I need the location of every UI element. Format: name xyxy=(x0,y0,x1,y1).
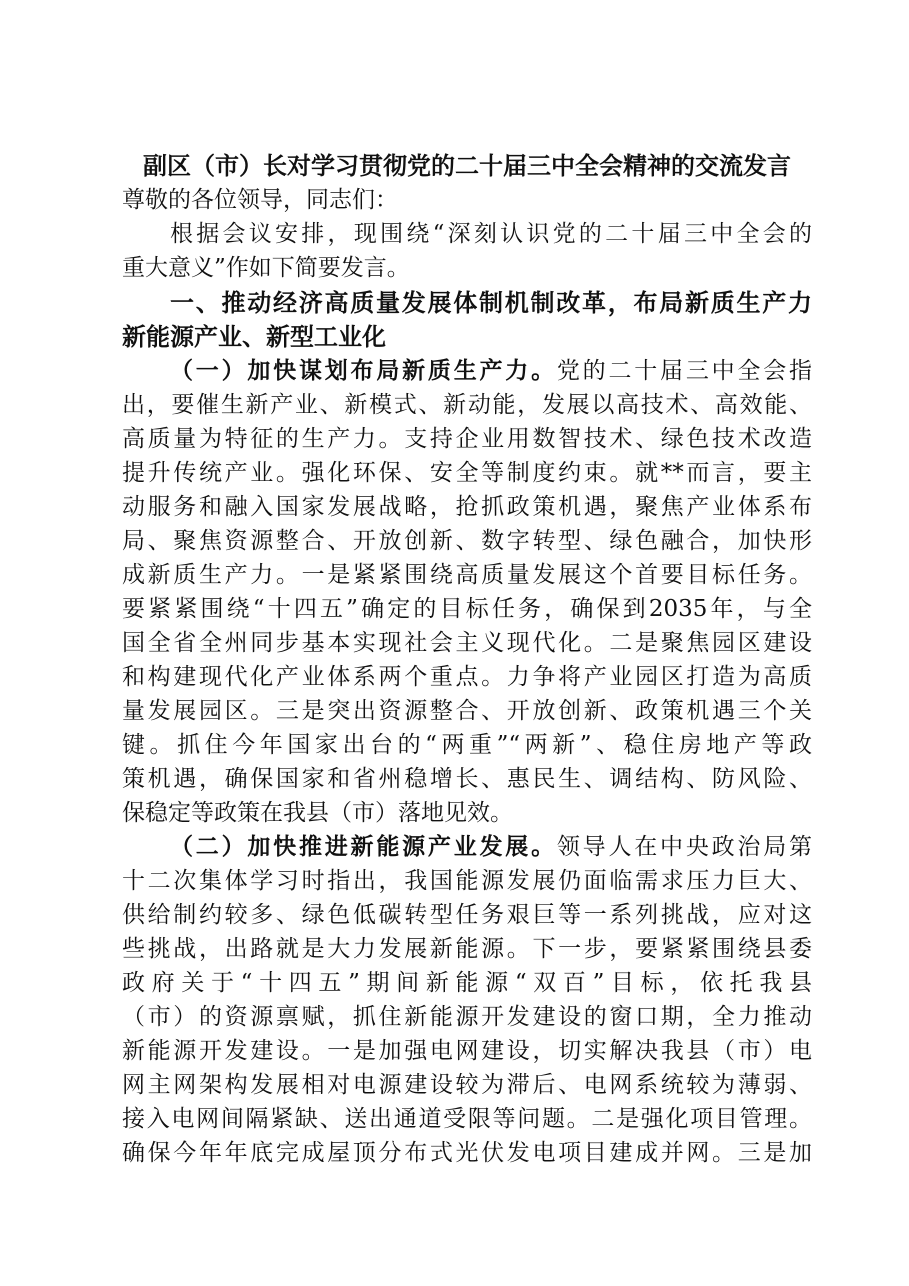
paragraph-line: 接入电网间隔紧缺、送出通道受限等问题。二是强化项目管理。 xyxy=(122,1106,812,1132)
paragraph-line: 动服务和融入国家发展战略，抢抓政策机遇，聚焦产业体系布 xyxy=(122,494,812,520)
subsection-2-first-line xyxy=(170,830,812,864)
paragraph-line: 局、聚焦资源整合、开放创新、数字转型、绿色融合，加快形 xyxy=(122,528,812,554)
intro-line-2: 重大意义”作如下简要发言。 xyxy=(122,255,410,281)
paragraph-line: 量发展园区。三是突出资源整合、开放创新、政策机遇三个关 xyxy=(122,698,812,724)
paragraph-line: 网主网架构发展相对电源建设较为滞后、电网系统较为薄弱、 xyxy=(122,1072,812,1098)
section-1-heading-line-2: 新能源产业、新型工业化 xyxy=(122,322,386,351)
paragraph-line: 供给制约较多、绿色低碳转型任务艰巨等一系列挑战，应对这 xyxy=(122,902,812,928)
paragraph-line: 出，要催生新产业、新模式、新动能，发展以高技术、高效能、 xyxy=(122,392,812,418)
section-1-heading-line-1: 一、推动经济高质量发展体制机制改革，布局新质生产力 xyxy=(170,288,812,317)
paragraph-line: 要紧紧围绕“十四五”确定的目标任务，确保到2035年，与全 xyxy=(122,596,812,622)
subsection-1-first-line xyxy=(170,354,812,388)
paragraph-line: 保稳定等政策在我县（市）落地见效。 xyxy=(122,800,513,826)
subsection-1-heading: （一）加快谋划布局新质生产力。 xyxy=(170,357,557,384)
paragraph-line: 些挑战，出路就是大力发展新能源。下一步，要紧紧围绕县委 xyxy=(122,936,812,962)
paragraph-line: 提升传统产业。强化环保、安全等制度约束。就**而言，要主 xyxy=(122,460,812,486)
paragraph-line: 确保今年年底完成屋顶分布式光伏发电项目建成并网。三是加 xyxy=(122,1140,812,1166)
paragraph-line: 成新质生产力。一是紧紧围绕高质量发展这个首要目标任务。 xyxy=(122,562,812,588)
paragraph-line: 键。抓住今年国家出台的“两重”“两新”、稳住房地产等政 xyxy=(122,732,812,758)
subsection-1-first-line-text: 党的二十届三中全会指 xyxy=(556,358,812,384)
paragraph-line: 策机遇，确保国家和省州稳增长、惠民生、调结构、防风险、 xyxy=(122,766,812,792)
salutation: 尊敬的各位领导，同志们： xyxy=(122,187,398,213)
paragraph-line: 新能源开发建设。一是加强电网建设，切实解决我县（市）电 xyxy=(122,1038,812,1064)
document-title: 副区（市）长对学习贯彻党的二十届三中全会精神的交流发言 xyxy=(143,151,791,180)
paragraph-line: 国全省全州同步基本实现社会主义现代化。二是聚焦园区建设 xyxy=(122,630,812,656)
paragraph-line: 高质量为特征的生产力。支持企业用数智技术、绿色技术改造 xyxy=(122,426,812,452)
paragraph-line: 和构建现代化产业体系两个重点。力争将产业园区打造为高质 xyxy=(122,664,812,690)
paragraph-line: 政府关于“十四五”期间新能源“双百”目标，依托我县 xyxy=(122,970,812,996)
paragraph-line: 十二次集体学习时指出，我国能源发展仍面临需求压力巨大、 xyxy=(122,868,812,894)
paragraph-line: （市）的资源禀赋，抓住新能源开发建设的窗口期，全力推动 xyxy=(122,1004,812,1030)
intro-line-1: 根据会议安排，现围绕“深刻认识党的二十届三中全会的 xyxy=(170,221,812,247)
subsection-2-heading: （二）加快推进新能源产业发展。 xyxy=(170,833,557,860)
subsection-2-first-line-text: 领导人在中央政治局第 xyxy=(556,834,812,860)
